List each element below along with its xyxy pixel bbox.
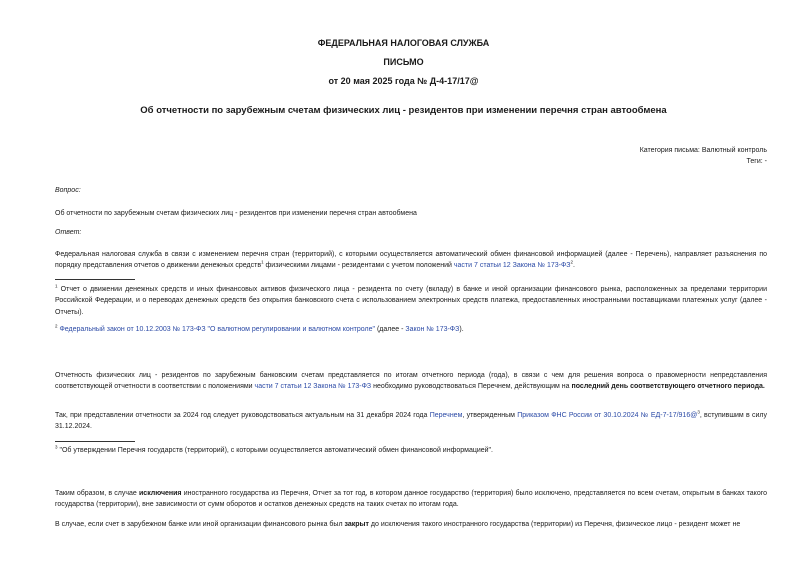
- question-text: Об отчетности по зарубежным счетам физических лиц - резидентов при изменении перечня стран автообмена: [55, 210, 417, 217]
- answer-paragraph-1: [55, 249, 767, 272]
- document-title: Об отчетности по зарубежным счетам физических лиц - резидентов при изменении перечня стран автообмена: [140, 105, 667, 116]
- footnote-2: [55, 324, 767, 335]
- document-date-number: от 20 мая 2025 года № Д-4-17/17@: [328, 76, 479, 86]
- paragraph-4: [55, 488, 767, 511]
- agency-name: ФЕДЕРАЛЬНАЯ НАЛОГОВАЯ СЛУЖБА: [317, 38, 490, 48]
- paragraph-text: .: [573, 262, 575, 270]
- paragraph-3: [55, 410, 767, 433]
- footnote-marker: 3: [55, 444, 58, 450]
- answer-label: Ответ:: [55, 229, 82, 236]
- paragraph-text: физическими лицами - резидентами с учетом положений: [265, 262, 452, 270]
- question-label: Вопрос:: [55, 187, 81, 194]
- footnote-divider: [55, 279, 135, 280]
- paragraph-text: Так, при представлении отчетности за 2024 год следует руководствоваться актуальным на 31 декабря 2024 года: [55, 412, 428, 419]
- emphasis-text: исключения: [139, 490, 182, 497]
- tags-value: -: [764, 158, 767, 165]
- paragraph-text: , вступившим в силу 31.12.2024.: [55, 412, 767, 431]
- category-value: Валютный контроль: [701, 147, 767, 154]
- footnote-divider: [55, 441, 135, 442]
- order-link[interactable]: Приказом ФНС России от 30.10.2024 № ЕД-7-17/916@: [517, 412, 698, 419]
- footnote-ref-2[interactable]: 2: [570, 260, 574, 266]
- law-link[interactable]: Федеральный закон от 10.12.2003 № 173-ФЗ "О валютном регулировании и валютном контроле": [59, 326, 375, 333]
- paragraph-text: Таким образом, в случае: [55, 490, 137, 497]
- paragraph-text: иностранного государства из Перечня, Отчет за тот год, в котором данное государство (территория) было исключено, представляется по всем счетам, открытым в банках такого государства (территории), вне зависимости от сумм оборотов и остатков денежных средств на таких счетах по итогам года.: [55, 490, 768, 509]
- paragraph-text: , утвержденным: [462, 412, 515, 419]
- law-link[interactable]: части 7 статьи 12 Закона № 173-ФЗ: [254, 383, 372, 391]
- paragraph-text: до исключения такого иностранного государства (территории) из Перечня, физическое лицо - резидент может не: [370, 521, 741, 528]
- footnote-text: (далее -: [376, 326, 404, 333]
- letter-category: [640, 147, 767, 154]
- footnote-ref-3[interactable]: 3: [697, 409, 700, 415]
- list-link[interactable]: Перечнем: [429, 412, 463, 419]
- paragraph-text: Федеральная налоговая служба в связи с изменением перечня стран (территорий), с которыми осуществляется автоматический обмен финансовой информацией (далее - Перечень), направляет разъяснения по порядку представления отчетов о движении денежных средств: [55, 251, 767, 270]
- footnote-marker: 2: [55, 323, 58, 329]
- law-short-link[interactable]: Закон № 173-ФЗ: [405, 326, 460, 333]
- paragraph-text: В случае, если счет в зарубежном банке или иной организации финансового рынка был: [55, 521, 343, 528]
- footnote-ref-1[interactable]: 1: [261, 260, 264, 266]
- footnote-3: [55, 445, 767, 456]
- category-label: Категория письма:: [639, 147, 700, 154]
- letter-tags: [747, 158, 767, 165]
- paragraph-text: Отчетность физических лиц - резидентов по зарубежным банковским счетам представляется по итогам отчетного периода (года), в связи с чем для решения вопроса о правомерности непредставления соответствующей отчетности в соответствии с положениями: [55, 372, 767, 391]
- footnote-text: "Об утверждении Перечня государств (территорий), с которыми осуществляется автоматический обмен финансовой информацией".: [59, 447, 493, 454]
- tags-label: Теги:: [746, 158, 763, 165]
- footnote-marker: 1: [55, 283, 58, 289]
- footnote-text: ).: [459, 326, 464, 333]
- document-type: ПИСЬМО: [383, 57, 424, 67]
- paragraph-5: [55, 519, 767, 530]
- paragraph-text: необходимо руководствоваться Перечнем, действующим на: [373, 383, 570, 391]
- law-link[interactable]: части 7 статьи 12 Закона № 173-ФЗ: [453, 262, 571, 270]
- footnote-1: [55, 284, 767, 318]
- emphasis-text: закрыт: [344, 521, 369, 528]
- paragraph-2: [55, 370, 767, 393]
- footnote-text: Отчет о движении денежных средств и иных финансовых активов физического лица - резидента по счету (вкладу) в банке и иной организации финансового рынка, расположенных за пределами территории Российской Федерации, и о переводах денежных средств без открытия банковского счета с использованием электронных средств платежа, предоставленных иностранными поставщиками платежных услуг (далее - Отчеты).: [55, 286, 767, 316]
- emphasis-text: последний день соответствующего отчетного периода.: [571, 383, 765, 391]
